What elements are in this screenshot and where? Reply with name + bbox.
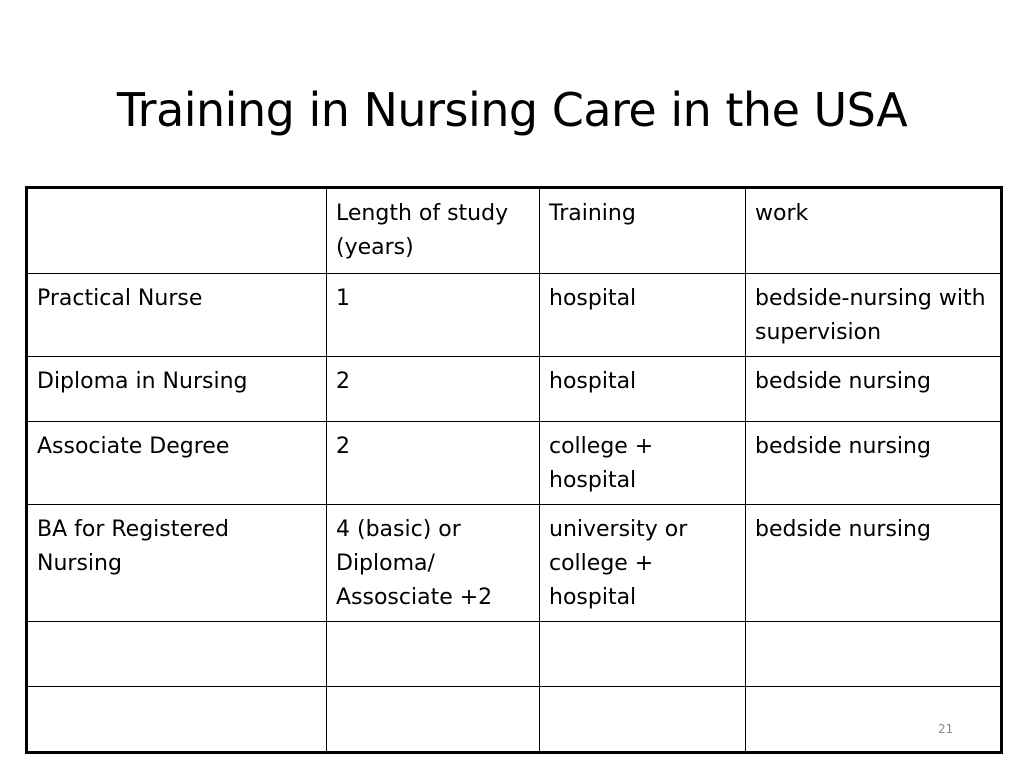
table-cell-work: bedside nursing bbox=[746, 505, 1002, 622]
table-cell-training: hospital bbox=[540, 274, 746, 357]
header-cell-work: work bbox=[746, 188, 1002, 274]
table-cell-work: bedside nursing bbox=[746, 422, 1002, 505]
table-cell-program: BA for Registered Nursing bbox=[27, 505, 327, 622]
nursing-training-table bbox=[25, 186, 1003, 754]
table-row bbox=[27, 505, 1002, 622]
nursing-training-table-container bbox=[25, 186, 1003, 754]
table-cell-empty bbox=[27, 622, 327, 687]
header-cell-empty bbox=[27, 188, 327, 274]
table-header-row bbox=[27, 188, 1002, 274]
table-cell-length: 4 (basic) or Diploma/ Assosciate +2 bbox=[327, 505, 540, 622]
header-cell-training: Training bbox=[540, 188, 746, 274]
table-cell-training: university or college + hospital bbox=[540, 505, 746, 622]
table-cell-training: college + hospital bbox=[540, 422, 746, 505]
table-cell-empty bbox=[327, 687, 540, 753]
table-cell-program: Practical Nurse bbox=[27, 274, 327, 357]
table-cell-empty bbox=[746, 687, 1002, 753]
table-cell-program: Diploma in Nursing bbox=[27, 357, 327, 422]
table-cell-program: Associate Degree bbox=[27, 422, 327, 505]
table-cell-empty bbox=[27, 687, 327, 753]
table-cell-length: 2 bbox=[327, 422, 540, 505]
table-cell-empty bbox=[540, 687, 746, 753]
table-cell-work: bedside nursing bbox=[746, 357, 1002, 422]
table-row-empty bbox=[27, 622, 1002, 687]
table-cell-length: 1 bbox=[327, 274, 540, 357]
header-cell-length-of-study: Length of study (years) bbox=[327, 188, 540, 274]
table-row-empty bbox=[27, 687, 1002, 753]
table-cell-length: 2 bbox=[327, 357, 540, 422]
table-row bbox=[27, 422, 1002, 505]
table-cell-empty bbox=[327, 622, 540, 687]
table-cell-empty bbox=[540, 622, 746, 687]
table-cell-work: bedside-nursing with supervision bbox=[746, 274, 1002, 357]
slide-page-number: 21 bbox=[938, 722, 954, 736]
slide-title: Training in Nursing Care in the USA bbox=[116, 83, 908, 137]
table-cell-training: hospital bbox=[540, 357, 746, 422]
table-row bbox=[27, 357, 1002, 422]
table-cell-empty bbox=[746, 622, 1002, 687]
table-row bbox=[27, 274, 1002, 357]
